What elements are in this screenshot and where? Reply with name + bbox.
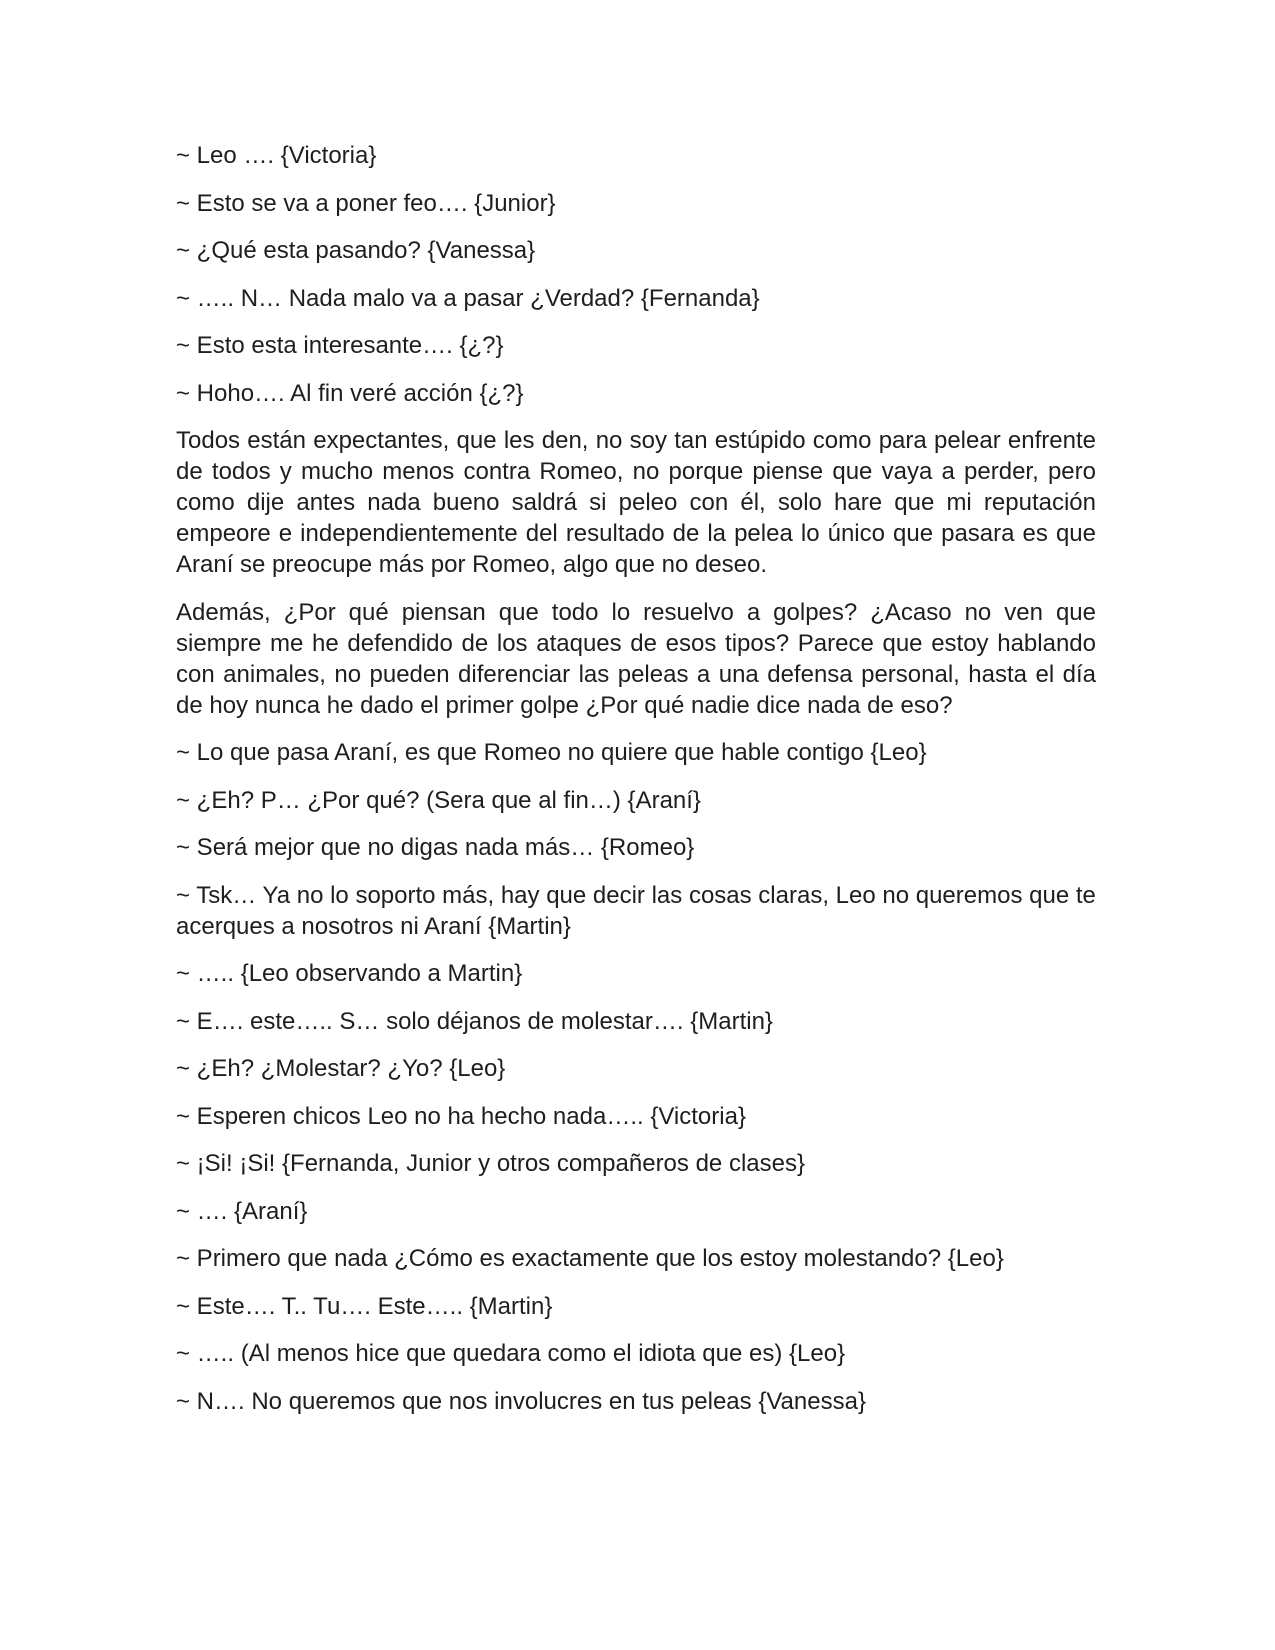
dialogue-line: ~ ¿Eh? ¿Molestar? ¿Yo? {Leo} bbox=[176, 1055, 506, 1082]
dialogue-line: ~ ¿Eh? P… ¿Por qué? (Sera que al fin…) {Araní} bbox=[176, 786, 701, 814]
dialogue-line: ~ ¡Si! ¡Si! {Fernanda, Junior y otros compañeros de clases} bbox=[176, 1150, 805, 1177]
dialogue-line: ~ Tsk… Ya no lo soporto más, hay que decir las cosas claras, Leo no queremos que te acerques a nosotros ni Araní {Martin} bbox=[176, 881, 1103, 940]
narration-paragraph: Todos están expectantes, que les den, no soy tan estúpido como para pelear enfrente de todos y mucho menos contra Romeo, no porque piense que vaya a perder, pero como dije antes nada bueno saldrá si peleo con él, solo hare que mi reputación empeore e independientemente del resultado de la pelea lo único que pasara es que Araní se preocupe más por Romeo, algo que no deseo. bbox=[176, 427, 1096, 578]
dialogue-line: ~ Esto esta interesante…. {¿?} bbox=[176, 332, 504, 359]
dialogue-line: ~ Hoho…. Al fin veré acción {¿?} bbox=[176, 379, 524, 407]
dialogue-line: ~ ¿Qué esta pasando? {Vanessa} bbox=[176, 237, 536, 264]
dialogue-line: ~ Este…. T.. Tu…. Este….. {Martin} bbox=[176, 1292, 553, 1320]
dialogue-line: ~ Lo que pasa Araní, es que Romeo no quiere que hable contigo {Leo} bbox=[176, 739, 927, 766]
dialogue-line: ~ ….. {Leo observando a Martin} bbox=[176, 960, 523, 987]
dialogue-line: ~ Esto se va a poner feo…. {Junior} bbox=[176, 189, 556, 217]
dialogue-line: ~ ….. N… Nada malo va a pasar ¿Verdad? {Fernanda} bbox=[176, 284, 760, 312]
dialogue-line: ~ …. {Araní} bbox=[176, 1197, 308, 1225]
dialogue-line: ~ Esperen chicos Leo no ha hecho nada….. {Victoria} bbox=[176, 1102, 746, 1130]
dialogue-line: ~ E…. este….. S… solo déjanos de molestar…. {Martin} bbox=[176, 1007, 773, 1035]
document-body bbox=[176, 140, 1103, 1433]
dialogue-line: ~ ….. (Al menos hice que quedara como el idiota que es) {Leo} bbox=[176, 1340, 846, 1367]
dialogue-line: ~ Será mejor que no digas nada más… {Romeo} bbox=[176, 834, 695, 861]
narration-paragraph: Además, ¿Por qué piensan que todo lo resuelvo a golpes? ¿Acaso no ven que siempre me he defendido de los ataques de esos tipos? Parece que estoy hablando con animales, no pueden diferenciar las peleas a una defensa personal, hasta el día de hoy nunca he dado el primer golpe ¿Por qué nadie dice nada de eso? bbox=[176, 598, 1096, 719]
dialogue-line: ~ Primero que nada ¿Cómo es exactamente que los estoy molestando? {Leo} bbox=[176, 1245, 1004, 1272]
dialogue-line: ~ Leo …. {Victoria} bbox=[176, 142, 377, 169]
dialogue-line: ~ N…. No queremos que nos involucres en tus peleas {Vanessa} bbox=[176, 1387, 866, 1415]
